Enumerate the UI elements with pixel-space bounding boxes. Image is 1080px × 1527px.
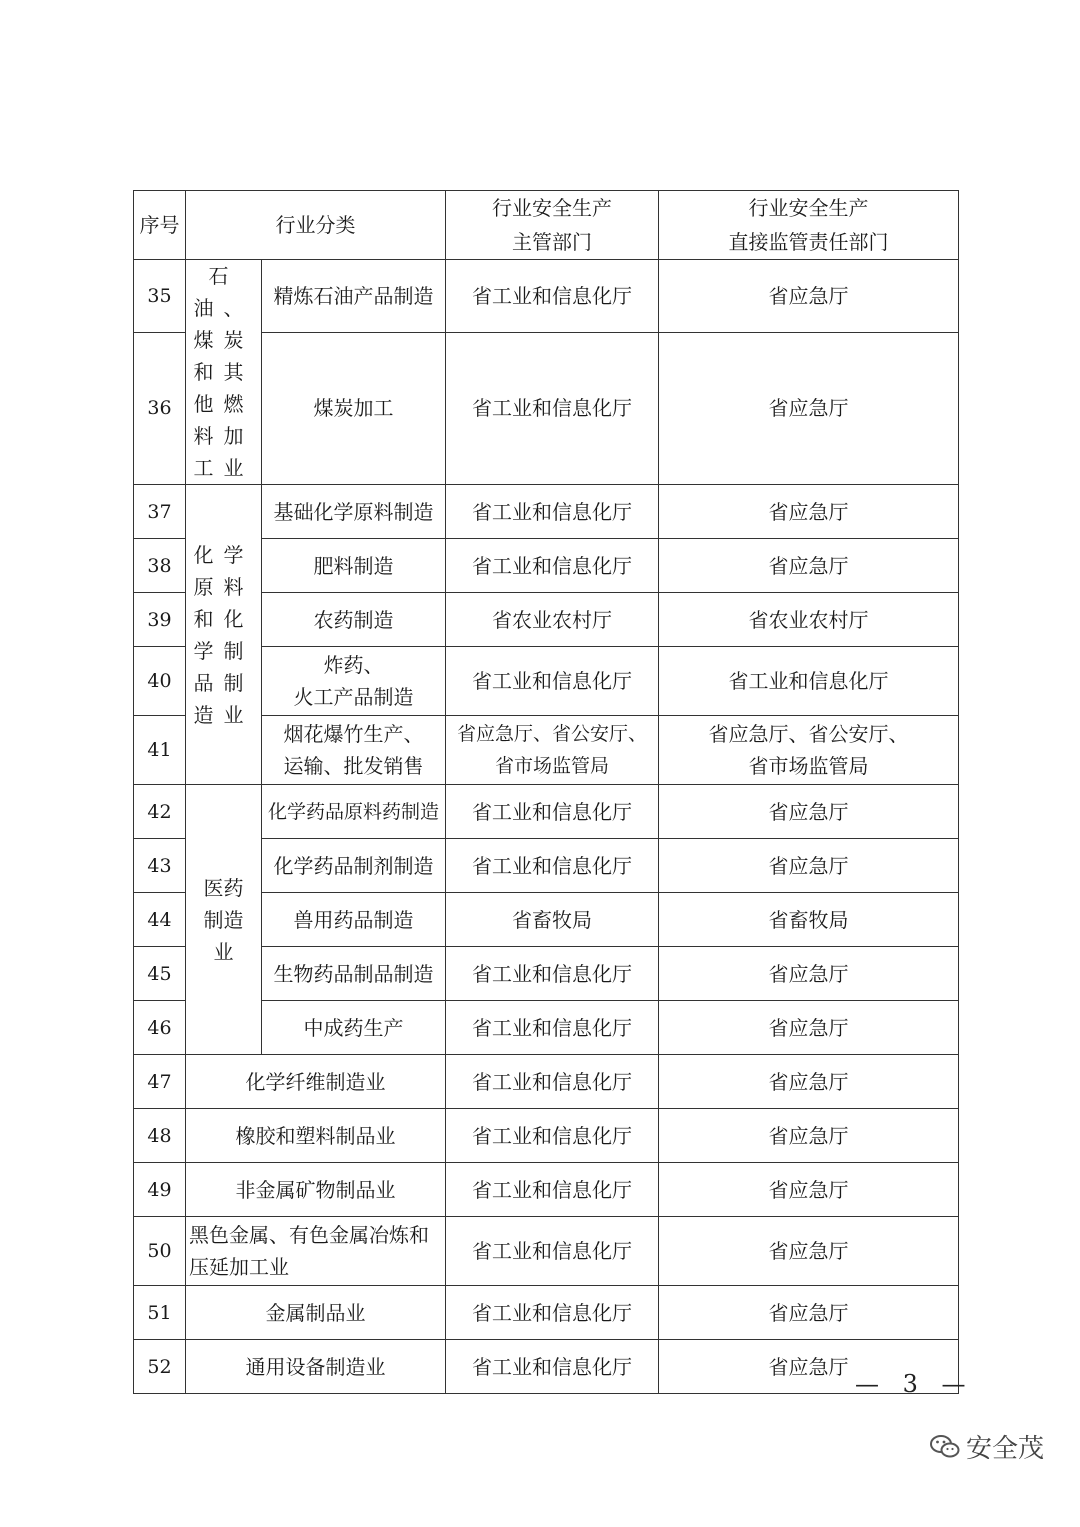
row-category: 基础化学原料制造 (262, 485, 446, 539)
page-number: — 3 — (855, 1370, 974, 1398)
row-dept2: 省应急厅 (659, 1055, 959, 1109)
row-dept1: 省工业和信息化厅 (446, 1286, 659, 1340)
row-num: 42 (134, 785, 186, 839)
watermark (930, 1428, 1044, 1465)
row-dept1: 省工业和信息化厅 (446, 485, 659, 539)
row-dept1: 省工业和信息化厅 (446, 947, 659, 1001)
row-num: 41 (134, 716, 186, 785)
row-dept2: 省畜牧局 (659, 893, 959, 947)
row-num: 51 (134, 1286, 186, 1340)
row-dept1: 省工业和信息化厅 (446, 260, 659, 333)
industry-safety-table (133, 190, 959, 1394)
row-num: 49 (134, 1163, 186, 1217)
row-dept2: 省应急厅 (659, 1286, 959, 1340)
row-num: 37 (134, 485, 186, 539)
row-category: 精炼石油产品制造 (262, 260, 446, 333)
header-dept1: 行业安全生产 主管部门 (446, 191, 659, 260)
row-dept1: 省农业农村厅 (446, 593, 659, 647)
table-row (134, 1163, 959, 1217)
row-dept1: 省工业和信息化厅 (446, 1001, 659, 1055)
row-dept1: 省工业和信息化厅 (446, 1163, 659, 1217)
row-num: 50 (134, 1217, 186, 1286)
row-dept2: 省应急厅 (659, 332, 959, 484)
table-row (134, 260, 959, 333)
row-category: 化学药品制剂制造 (262, 839, 446, 893)
row-num: 35 (134, 260, 186, 333)
row-category: 生物药品制品制造 (262, 947, 446, 1001)
header-dept2: 行业安全生产 直接监管责任部门 (659, 191, 959, 260)
row-category: 肥料制造 (262, 539, 446, 593)
row-category: 化学药品原料药制造 (262, 785, 446, 839)
table-row (134, 785, 959, 839)
row-dept2: 省应急厅 (659, 1001, 959, 1055)
row-dept2: 省应急厅 (659, 1109, 959, 1163)
row-num: 47 (134, 1055, 186, 1109)
table-row (134, 1217, 959, 1286)
row-num: 48 (134, 1109, 186, 1163)
row-category: 炸药、 火工产品制造 (262, 647, 446, 716)
row-dept1: 省工业和信息化厅 (446, 1217, 659, 1286)
row-num: 43 (134, 839, 186, 893)
row-num: 52 (134, 1340, 186, 1394)
header-category: 行业分类 (186, 191, 446, 260)
row-category: 农药制造 (262, 593, 446, 647)
row-category: 通用设备制造业 (186, 1340, 446, 1394)
row-category: 中成药生产 (262, 1001, 446, 1055)
row-dept2: 省应急厅 (659, 1163, 959, 1217)
row-category: 化学纤维制造业 (186, 1055, 446, 1109)
row-category: 烟花爆竹生产、 运输、批发销售 (262, 716, 446, 785)
table-row (134, 1109, 959, 1163)
row-dept1: 省工业和信息化厅 (446, 1109, 659, 1163)
row-category: 橡胶和塑料制品业 (186, 1109, 446, 1163)
table-row (134, 1286, 959, 1340)
row-num: 45 (134, 947, 186, 1001)
group-chem: 化学原料和化学制品制造业 (186, 485, 262, 785)
row-num: 40 (134, 647, 186, 716)
row-num: 39 (134, 593, 186, 647)
row-num: 38 (134, 539, 186, 593)
row-category: 黑色金属、有色金属冶炼和压延加工业 (186, 1217, 446, 1286)
row-category: 兽用药品制造 (262, 893, 446, 947)
row-dept2: 省应急厅 (659, 1340, 959, 1394)
row-dept1: 省工业和信息化厅 (446, 647, 659, 716)
row-dept1: 省工业和信息化厅 (446, 1340, 659, 1394)
row-category: 煤炭加工 (262, 332, 446, 484)
row-dept2: 省工业和信息化厅 (659, 647, 959, 716)
row-category: 金属制品业 (186, 1286, 446, 1340)
table-header-row (134, 191, 959, 260)
row-category: 非金属矿物制品业 (186, 1163, 446, 1217)
row-dept2: 省应急厅 (659, 260, 959, 333)
table-row (134, 1340, 959, 1394)
row-dept1: 省工业和信息化厅 (446, 1055, 659, 1109)
header-num: 序号 (134, 191, 186, 260)
row-num: 44 (134, 893, 186, 947)
row-dept1: 省工业和信息化厅 (446, 785, 659, 839)
row-dept1: 省工业和信息化厅 (446, 839, 659, 893)
row-dept2: 省应急厅 (659, 947, 959, 1001)
table-row (134, 485, 959, 539)
row-dept2: 省应急厅 (659, 1217, 959, 1286)
row-num: 46 (134, 1001, 186, 1055)
row-dept2: 省应急厅 (659, 839, 959, 893)
row-dept1: 省应急厅、省公安厅、 省市场监管局 (446, 716, 659, 785)
row-num: 36 (134, 332, 186, 484)
row-dept1: 省工业和信息化厅 (446, 332, 659, 484)
group-pharma: 医药制造业 (186, 785, 262, 1055)
table-row (134, 1055, 959, 1109)
row-dept2: 省应急厅 (659, 785, 959, 839)
row-dept2: 省农业农村厅 (659, 593, 959, 647)
wechat-icon (930, 1434, 960, 1460)
row-dept1: 省畜牧局 (446, 893, 659, 947)
watermark-text: 安全茂 (966, 1434, 1045, 1464)
row-dept2: 省应急厅、省公安厅、 省市场监管局 (659, 716, 959, 785)
group-oil: 石油、煤炭和其他燃料加工业 (186, 260, 262, 485)
row-dept2: 省应急厅 (659, 485, 959, 539)
row-dept2: 省应急厅 (659, 539, 959, 593)
row-dept1: 省工业和信息化厅 (446, 539, 659, 593)
